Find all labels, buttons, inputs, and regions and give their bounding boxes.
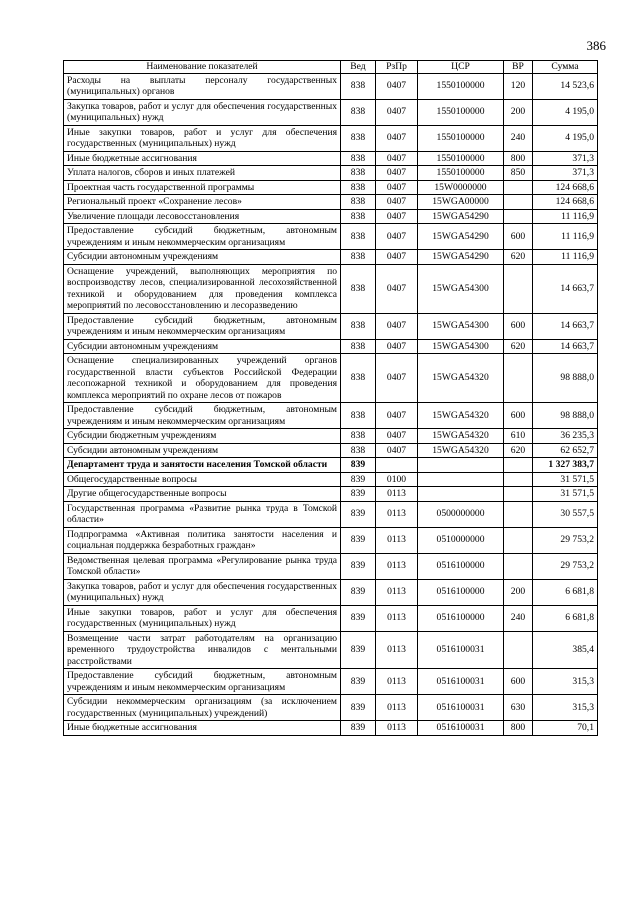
cell-name: Субсидии автономным учреждениям	[64, 250, 341, 265]
cell-name: Иные закупки товаров, работ и услуг для обеспечения государственных (муниципальных) нужд	[64, 125, 341, 151]
cell-vr: 620	[504, 443, 533, 458]
cell-rzpr: 0407	[376, 99, 418, 125]
cell-csr	[418, 472, 504, 487]
cell-rzpr: 0407	[376, 125, 418, 151]
cell-ved: 838	[341, 313, 376, 339]
cell-csr: 1550100000	[418, 151, 504, 166]
header-rzpr: РзПр	[376, 61, 418, 74]
cell-csr: 1550100000	[418, 99, 504, 125]
cell-rzpr: 0113	[376, 553, 418, 579]
cell-name: Субсидии бюджетным учреждениям	[64, 429, 341, 444]
table-row	[64, 195, 598, 210]
cell-csr: 15W0000000	[418, 180, 504, 195]
cell-csr: 15WGA54320	[418, 354, 504, 403]
cell-ved: 838	[341, 264, 376, 313]
cell-ved: 839	[341, 579, 376, 605]
cell-csr: 15WGA54290	[418, 250, 504, 265]
cell-name: Уплата налогов, сборов и иных платежей	[64, 166, 341, 181]
cell-name: Субсидии некоммерческим организациям (за исключением государственных (муниципальных) учреждений)	[64, 695, 341, 721]
cell-sum: 98 888,0	[533, 403, 598, 429]
cell-name: Возмещение части затрат работодателям на организацию временного трудоустройства инвалидов с ментальными расстройствами	[64, 631, 341, 669]
cell-rzpr: 0407	[376, 180, 418, 195]
cell-name: Общегосударственные вопросы	[64, 472, 341, 487]
cell-ved: 838	[341, 209, 376, 224]
cell-sum: 6 681,8	[533, 605, 598, 631]
cell-name: Региональный проект «Сохранение лесов»	[64, 195, 341, 210]
table-row	[64, 527, 598, 553]
cell-sum: 14 523,6	[533, 73, 598, 99]
table-row	[64, 553, 598, 579]
cell-sum: 124 668,6	[533, 195, 598, 210]
cell-sum: 14 663,7	[533, 264, 598, 313]
cell-sum: 11 116,9	[533, 250, 598, 265]
cell-rzpr: 0407	[376, 443, 418, 458]
table-row	[64, 429, 598, 444]
cell-vr	[504, 501, 533, 527]
cell-vr: 620	[504, 339, 533, 354]
cell-csr: 0516100031	[418, 631, 504, 669]
cell-vr	[504, 195, 533, 210]
cell-vr: 120	[504, 73, 533, 99]
cell-vr	[504, 527, 533, 553]
cell-name: Расходы на выплаты персоналу государственных (муниципальных) органов	[64, 73, 341, 99]
table-row	[64, 339, 598, 354]
cell-sum: 371,3	[533, 166, 598, 181]
cell-ved: 838	[341, 125, 376, 151]
cell-vr: 620	[504, 250, 533, 265]
cell-rzpr: 0407	[376, 166, 418, 181]
cell-sum: 62 652,7	[533, 443, 598, 458]
cell-rzpr: 0113	[376, 527, 418, 553]
cell-csr: 15WGA54300	[418, 313, 504, 339]
cell-rzpr: 0407	[376, 264, 418, 313]
table-row	[64, 166, 598, 181]
table-row	[64, 443, 598, 458]
cell-rzpr: 0407	[376, 209, 418, 224]
cell-sum: 385,4	[533, 631, 598, 669]
cell-ved: 839	[341, 487, 376, 502]
cell-sum: 30 557,5	[533, 501, 598, 527]
cell-name: Иные бюджетные ассигнования	[64, 151, 341, 166]
cell-sum: 315,3	[533, 695, 598, 721]
table-row	[64, 631, 598, 669]
cell-rzpr	[376, 458, 418, 473]
page-number: 386	[586, 38, 606, 53]
cell-vr	[504, 631, 533, 669]
cell-sum: 124 668,6	[533, 180, 598, 195]
cell-vr: 600	[504, 669, 533, 695]
cell-vr: 240	[504, 125, 533, 151]
cell-ved: 838	[341, 99, 376, 125]
cell-csr: 1550100000	[418, 166, 504, 181]
cell-ved: 839	[341, 605, 376, 631]
cell-csr: 15WGA54320	[418, 403, 504, 429]
cell-vr: 200	[504, 579, 533, 605]
cell-ved: 838	[341, 73, 376, 99]
cell-name: Предоставление субсидий бюджетным, автономным учреждениям и иным некоммерческим организациям	[64, 403, 341, 429]
cell-name: Проектная часть государственной программы	[64, 180, 341, 195]
budget-table	[63, 60, 598, 736]
cell-ved: 838	[341, 429, 376, 444]
cell-vr: 600	[504, 403, 533, 429]
header-vr: ВР	[504, 61, 533, 74]
cell-name: Иные закупки товаров, работ и услуг для обеспечения государственных (муниципальных) нужд	[64, 605, 341, 631]
cell-csr: 15WGA54300	[418, 264, 504, 313]
cell-csr: 0516100000	[418, 579, 504, 605]
cell-rzpr: 0113	[376, 605, 418, 631]
table-row	[64, 721, 598, 736]
cell-csr: 15WGA54290	[418, 209, 504, 224]
cell-ved: 838	[341, 403, 376, 429]
cell-sum: 315,3	[533, 669, 598, 695]
cell-csr: 15WGA54320	[418, 443, 504, 458]
table-row	[64, 354, 598, 403]
cell-ved: 839	[341, 631, 376, 669]
table-row	[64, 99, 598, 125]
header-csr: ЦСР	[418, 61, 504, 74]
cell-rzpr: 0407	[376, 313, 418, 339]
table-row	[64, 125, 598, 151]
cell-sum: 11 116,9	[533, 209, 598, 224]
cell-name: Предоставление субсидий бюджетным, автономным учреждениям и иным некоммерческим организациям	[64, 313, 341, 339]
cell-sum: 4 195,0	[533, 99, 598, 125]
cell-sum: 14 663,7	[533, 313, 598, 339]
cell-ved: 839	[341, 472, 376, 487]
cell-name: Увеличение площади лесовосстановления	[64, 209, 341, 224]
cell-name: Подпрограмма «Активная политика занятости населения и социальная поддержка безработных граждан»	[64, 527, 341, 553]
cell-ved: 838	[341, 224, 376, 250]
table-row	[64, 458, 598, 473]
cell-ved: 839	[341, 527, 376, 553]
cell-name: Закупка товаров, работ и услуг для обеспечения государственных (муниципальных) нужд	[64, 99, 341, 125]
cell-rzpr: 0113	[376, 721, 418, 736]
cell-sum: 36 235,3	[533, 429, 598, 444]
cell-csr	[418, 458, 504, 473]
cell-csr: 0516100031	[418, 721, 504, 736]
cell-rzpr: 0407	[376, 403, 418, 429]
cell-rzpr: 0113	[376, 631, 418, 669]
cell-rzpr: 0113	[376, 501, 418, 527]
table-row	[64, 264, 598, 313]
header-ved: Вед	[341, 61, 376, 74]
cell-ved: 838	[341, 166, 376, 181]
table-body	[64, 73, 598, 735]
cell-name: Закупка товаров, работ и услуг для обеспечения государственных (муниципальных) нужд	[64, 579, 341, 605]
cell-ved: 838	[341, 151, 376, 166]
cell-vr	[504, 209, 533, 224]
cell-name: Оснащение учреждений, выполняющих мероприятия по воспроизводству лесов, специализированной лесохозяйственной техникой и оборудованием для проведения комплекса мероприятий по лесовосстановлению и лесоразведению	[64, 264, 341, 313]
cell-csr: 15WGA00000	[418, 195, 504, 210]
cell-ved: 839	[341, 721, 376, 736]
cell-csr: 0500000000	[418, 501, 504, 527]
cell-vr: 600	[504, 313, 533, 339]
cell-csr: 1550100000	[418, 125, 504, 151]
cell-vr	[504, 264, 533, 313]
cell-csr: 1550100000	[418, 73, 504, 99]
table-header-row	[64, 61, 598, 74]
cell-name: Субсидии автономным учреждениям	[64, 443, 341, 458]
cell-ved: 838	[341, 443, 376, 458]
cell-rzpr: 0407	[376, 429, 418, 444]
cell-csr	[418, 487, 504, 502]
cell-rzpr: 0113	[376, 579, 418, 605]
cell-ved: 839	[341, 669, 376, 695]
cell-vr	[504, 487, 533, 502]
cell-rzpr: 0407	[376, 73, 418, 99]
cell-sum: 98 888,0	[533, 354, 598, 403]
cell-rzpr: 0407	[376, 195, 418, 210]
cell-name: Оснащение специализированных учреждений органов государственной власти субъектов Российской Федерации лесопожарной техникой и оборудованием для проведения комплекса мероприятий по охране лесов от пожаров	[64, 354, 341, 403]
table-row	[64, 579, 598, 605]
cell-vr: 800	[504, 721, 533, 736]
cell-vr	[504, 472, 533, 487]
cell-name: Субсидии автономным учреждениям	[64, 339, 341, 354]
cell-rzpr: 0113	[376, 669, 418, 695]
cell-vr	[504, 354, 533, 403]
cell-ved: 838	[341, 339, 376, 354]
table-row	[64, 501, 598, 527]
cell-name: Другие общегосударственные вопросы	[64, 487, 341, 502]
cell-vr	[504, 553, 533, 579]
table-row	[64, 669, 598, 695]
cell-vr	[504, 458, 533, 473]
cell-name: Ведомственная целевая программа «Регулирование рынка труда Томской области»	[64, 553, 341, 579]
cell-ved: 838	[341, 250, 376, 265]
cell-csr: 0510000000	[418, 527, 504, 553]
table-row	[64, 151, 598, 166]
cell-ved: 838	[341, 195, 376, 210]
cell-ved: 838	[341, 180, 376, 195]
cell-rzpr: 0407	[376, 339, 418, 354]
table-row	[64, 403, 598, 429]
cell-csr: 0516100031	[418, 695, 504, 721]
cell-rzpr: 0407	[376, 354, 418, 403]
cell-ved: 839	[341, 501, 376, 527]
cell-vr: 800	[504, 151, 533, 166]
cell-name: Государственная программа «Развитие рынка труда в Томской области»	[64, 501, 341, 527]
header-sum: Сумма	[533, 61, 598, 74]
cell-csr: 15WGA54320	[418, 429, 504, 444]
cell-rzpr: 0407	[376, 151, 418, 166]
table-row	[64, 487, 598, 502]
table-row	[64, 605, 598, 631]
cell-csr: 15WGA54300	[418, 339, 504, 354]
cell-vr: 600	[504, 224, 533, 250]
table-row	[64, 695, 598, 721]
cell-ved: 839	[341, 695, 376, 721]
table-row	[64, 224, 598, 250]
cell-name: Иные бюджетные ассигнования	[64, 721, 341, 736]
cell-sum: 14 663,7	[533, 339, 598, 354]
table-row	[64, 250, 598, 265]
cell-ved: 838	[341, 354, 376, 403]
table-row	[64, 313, 598, 339]
cell-rzpr: 0100	[376, 472, 418, 487]
cell-rzpr: 0407	[376, 250, 418, 265]
cell-sum: 371,3	[533, 151, 598, 166]
cell-csr: 15WGA54290	[418, 224, 504, 250]
cell-vr: 240	[504, 605, 533, 631]
cell-rzpr: 0407	[376, 224, 418, 250]
table-row	[64, 472, 598, 487]
cell-csr: 0516100000	[418, 605, 504, 631]
cell-name: Предоставление субсидий бюджетным, автономным учреждениям и иным некоммерческим организациям	[64, 224, 341, 250]
cell-sum: 29 753,2	[533, 553, 598, 579]
table-row	[64, 73, 598, 99]
cell-csr: 0516100031	[418, 669, 504, 695]
cell-sum: 1 327 383,7	[533, 458, 598, 473]
cell-vr: 610	[504, 429, 533, 444]
cell-sum: 31 571,5	[533, 487, 598, 502]
cell-sum: 29 753,2	[533, 527, 598, 553]
cell-name: Предоставление субсидий бюджетным, автономным учреждениям и иным некоммерческим организациям	[64, 669, 341, 695]
cell-vr	[504, 180, 533, 195]
cell-name: Департамент труда и занятости населения Томской области	[64, 458, 341, 473]
cell-csr: 0516100000	[418, 553, 504, 579]
table-row	[64, 180, 598, 195]
cell-vr: 850	[504, 166, 533, 181]
cell-ved: 839	[341, 553, 376, 579]
cell-sum: 11 116,9	[533, 224, 598, 250]
cell-rzpr: 0113	[376, 695, 418, 721]
cell-vr: 200	[504, 99, 533, 125]
cell-sum: 4 195,0	[533, 125, 598, 151]
cell-sum: 70,1	[533, 721, 598, 736]
cell-ved: 839	[341, 458, 376, 473]
table-row	[64, 209, 598, 224]
cell-vr: 630	[504, 695, 533, 721]
cell-rzpr: 0113	[376, 487, 418, 502]
header-name: Наименование показателей	[64, 61, 341, 74]
cell-sum: 6 681,8	[533, 579, 598, 605]
cell-sum: 31 571,5	[533, 472, 598, 487]
